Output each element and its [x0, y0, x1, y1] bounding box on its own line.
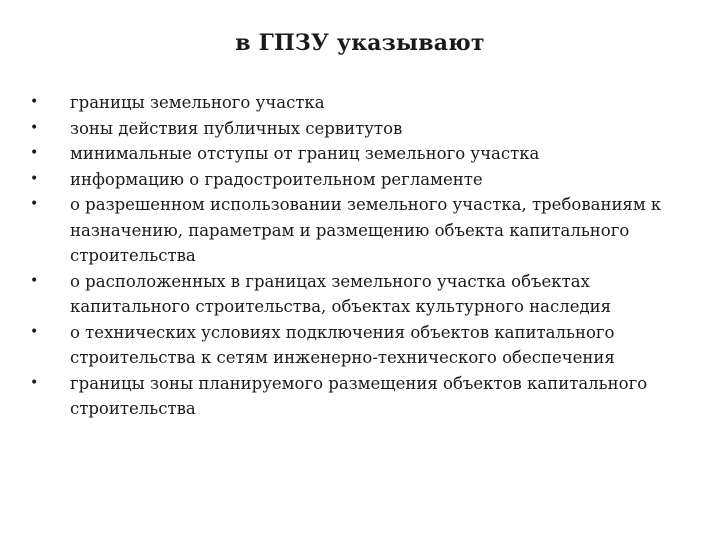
list-item [30, 192, 700, 269]
bullet-icon: • [30, 170, 39, 187]
list-item-text: границы зоны планируемого размещения объектов капитального строительства [70, 373, 648, 418]
bullet-icon: • [30, 196, 39, 212]
list-item-text: о разрешенном использовании земельного участка, требованиям к назначению, параметрам и размещению объекта капитального строительства [70, 195, 662, 265]
list-item [30, 116, 700, 142]
list-item [30, 320, 700, 371]
list-item [30, 90, 700, 116]
list-item-text: о расположенных в границах земельного участка объектах капитального строительства, объектах культурного наследия [70, 271, 612, 316]
list-item-text: зоны действия публичных сервитутов [70, 118, 403, 138]
bullet-list [30, 90, 700, 422]
list-item-text: границы земельного участка [70, 93, 325, 112]
list-item [30, 371, 700, 422]
bullet-icon: • [30, 119, 39, 136]
bullet-icon: • [30, 323, 39, 340]
bullet-icon: • [30, 145, 39, 161]
bullet-icon: • [30, 272, 39, 289]
list-item [30, 167, 700, 193]
list-item-text: минимальные отступы от границ земельного участка [70, 144, 540, 163]
list-item-text: о технических условиях подключения объектов капитального строительства к сетям инженерно-технического обеспечения [70, 322, 615, 367]
bullet-icon: • [30, 374, 39, 391]
bullet-icon: • [30, 94, 39, 110]
list-item [30, 269, 700, 320]
list-item-text: информацию о градостроительном регламенте [70, 169, 483, 189]
slide-title: в ГПЗУ указывают [235, 30, 485, 56]
list-item [30, 141, 700, 167]
